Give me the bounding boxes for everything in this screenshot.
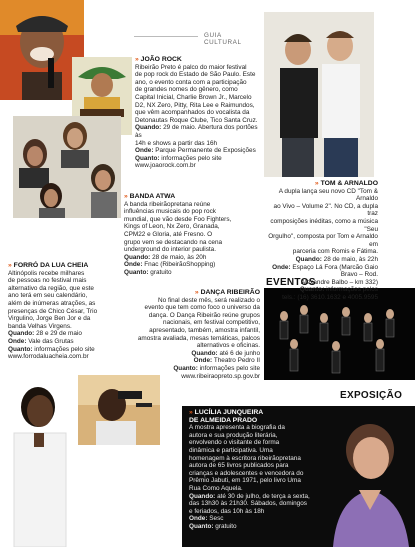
lucilia-title-2: DE ALMEIDA PRADO: [189, 416, 258, 424]
forro-line: além de inúmeras atrações, as: [8, 299, 96, 307]
photo-band-atwa: [13, 116, 121, 218]
joao-rock-line: Capital Inicial, Charlie Brown Jr., Marcelo: [135, 93, 252, 101]
banda-atwa-line: CPM22 e Gloria, até Fresno. O: [124, 230, 213, 238]
joao-rock-line: Detonautas Roque Clube, Tico Santa Cruz.: [135, 116, 258, 124]
lucilia-line: envolvendo o visitante de forma: [189, 439, 280, 447]
danca-line: No final deste mês, será realizado o: [158, 296, 260, 304]
joao-rock-line: ano, o evento conta com a participação: [135, 78, 247, 86]
lucilia-title: » LUCÍLIA JUNQUEIRA: [189, 409, 264, 416]
danca-article: [124, 289, 260, 380]
lucilia-line: autora e sua produção literária,: [189, 431, 278, 439]
joao-rock-article: [135, 56, 263, 170]
photo-singer-microphone: [78, 375, 160, 445]
banda-atwa-line: mundial, que vão desde Foo Fighters,: [124, 215, 232, 223]
danca-line: dança. O Dança Ribeirão reúne grupos: [148, 311, 260, 319]
tom-arnaldo-quando: Quando: 28 de maio, às 22h: [295, 255, 378, 263]
forro-quanto: Quanto: informações pelo site: [8, 345, 95, 353]
lucilia-line: Prêmio Jabuti, em 1971, pelo livro Uma: [189, 477, 301, 485]
forro-line: Virgulino, Jorge Ben Jor e da: [8, 315, 91, 323]
lucilia-line: Rua Como Aquela.: [189, 484, 243, 492]
tom-arnaldo-quanto: Quanto: informações pelos: [299, 286, 378, 294]
forro-onde: Onde: Vale das Grutas: [8, 337, 74, 345]
forro-article: [8, 262, 120, 361]
banda-atwa-line: A banda ribeirãopretana reúne: [124, 200, 211, 208]
lucilia-onde: Onde: Sesc: [189, 515, 224, 523]
joao-rock-line: de pop rock do Estado de São Paulo. Este: [135, 71, 256, 79]
joao-rock-line: que vêm acompanhados do vocalista da: [135, 109, 250, 117]
lucilia-article: [189, 409, 325, 531]
forro-title: » FORRÓ DA LUA CHEIA: [8, 262, 89, 269]
banda-atwa-line: underground do interior paulista.: [124, 246, 217, 254]
banda-atwa-line: influências musicais do pop rock: [124, 208, 216, 216]
danca-onde: Onde: Theatro Pedro II: [193, 357, 260, 365]
danca-quanto: Quanto: informações pelo site: [173, 364, 260, 372]
joao-rock-title: » JOÃO ROCK: [135, 56, 182, 63]
tom-arnaldo-onde-2: Alexandre Balbo – km 332): [300, 278, 378, 286]
lucilia-line: autora de 65 livros publicados para: [189, 462, 289, 470]
photo-dancers: [264, 288, 415, 380]
tom-arnaldo-line: A dupla lança seu novo CD "Tom & Arnaldo: [278, 187, 378, 203]
forro-line: de pessoas no festival mais: [8, 277, 87, 285]
joao-rock-url[interactable]: www.joaorock.com.br: [135, 162, 196, 170]
joao-rock-onde: Onde: Parque Permanente de Exposições: [135, 147, 256, 155]
joao-rock-quanto: Quanto: informações pelo site: [135, 154, 222, 162]
lucilia-quando-3: e feriados, das 10h às 18h: [189, 507, 265, 515]
danca-title: » DANÇA RIBEIRÃO: [194, 289, 260, 296]
lucilia-line: dinâmica e participativa. Uma: [189, 446, 273, 454]
joao-rock-quando-2: 14h e shows a partir das 16h: [135, 139, 218, 147]
banda-atwa-line: Kings of Leon, Nx Zero, Granada,: [124, 223, 220, 231]
section-header: GUIA CULTURAL: [204, 32, 242, 46]
tom-arnaldo-onde: Onde: Espaço Lá Fora (Marcão Gaio Bravo – Rod.: [272, 263, 378, 279]
joao-rock-line: Ribeirão Preto é palco do maior festival: [135, 63, 247, 71]
banda-atwa-quanto: Quanto: gratuito: [124, 268, 172, 276]
forro-line: alternativo da região, que este: [8, 284, 94, 292]
photo-lucilia-portrait: [325, 406, 415, 547]
tom-arnaldo-line: composições inéditas, como a música "Seu: [270, 217, 378, 233]
forro-line: banda Velhas Virgens.: [8, 322, 72, 330]
exposicao-heading: EXPOSIÇÃO: [340, 390, 403, 401]
photo-man-white-shirt: [8, 377, 70, 547]
banda-atwa-quando: Quando: 28 de maio, às 20h: [124, 253, 207, 261]
danca-line: alternativos e oficinas.: [196, 342, 260, 350]
forro-quando: Quando: 28 e 29 de maio: [8, 330, 82, 338]
banda-atwa-onde: Onde: Fnac (RibeirãoShopping): [124, 261, 216, 269]
joao-rock-line: de grandes nomes do gênero, como: [135, 86, 238, 94]
forro-line: ano terá em seu calendário,: [8, 292, 88, 300]
danca-line: evento que tem como foco o universo da: [144, 304, 260, 312]
tom-arnaldo-line: Orgulho", composta por Tom e Arnaldo em: [268, 233, 378, 248]
tom-arnaldo-quanto-2: tels.: (16) 3610.1632 e 4005.9595: [282, 293, 378, 301]
tom-arnaldo-line: parceria com Romis e Fátima.: [292, 248, 378, 256]
forro-url[interactable]: www.forrodaluacheia.com.br: [8, 353, 89, 361]
joao-rock-line: D2, NX Zero, Pitty, Rita Lee e Raimundos,: [135, 101, 255, 109]
lucilia-quando: Quando: até 30 de julho, de terça a sexta,: [189, 492, 310, 500]
forro-line: Altinópolis recebe milhares: [8, 269, 85, 277]
lucilia-line: crianças e adolescentes e vencedora do: [189, 469, 304, 477]
banda-atwa-line: grupo vem se destacando na cena: [124, 238, 223, 246]
tom-arnaldo-title: » TOM & ARNALDO: [314, 180, 378, 187]
banda-atwa-article: [124, 193, 254, 277]
danca-quando: Quando: até 6 de junho: [191, 349, 260, 357]
danca-url[interactable]: www.ribeiraopreto.sp.gov.br: [181, 372, 260, 380]
header-rule: [134, 36, 198, 37]
lucilia-line: A mostra apresenta a biografia da: [189, 424, 285, 432]
lucilia-quanto: Quanto: gratuito: [189, 522, 237, 530]
lucilia-quando-2: das 13h30 às 21h30. Sábados, domingos: [189, 500, 307, 508]
danca-line: apresentado, também, amostra infantil,: [149, 326, 260, 334]
tom-arnaldo-line: ao Vivo – Volume 2". No CD, a dupla traz: [273, 202, 378, 218]
eventos-heading: EVENTOS: [266, 277, 316, 288]
banda-atwa-title: » BANDA ATWA: [124, 193, 176, 200]
danca-line: nacionais, em festival competitivo,: [163, 319, 260, 327]
danca-line: amostra avaliada, mesas temáticas, palcos: [137, 334, 260, 342]
forro-line: presenças de Chico César, Trio: [8, 307, 98, 315]
photo-tom-arnaldo: [264, 12, 374, 177]
lucilia-line: homenagem à escritora ribeirãopretana: [189, 454, 301, 462]
joao-rock-quando: Quando: 29 de maio. Abertura dos portões às: [135, 124, 258, 139]
